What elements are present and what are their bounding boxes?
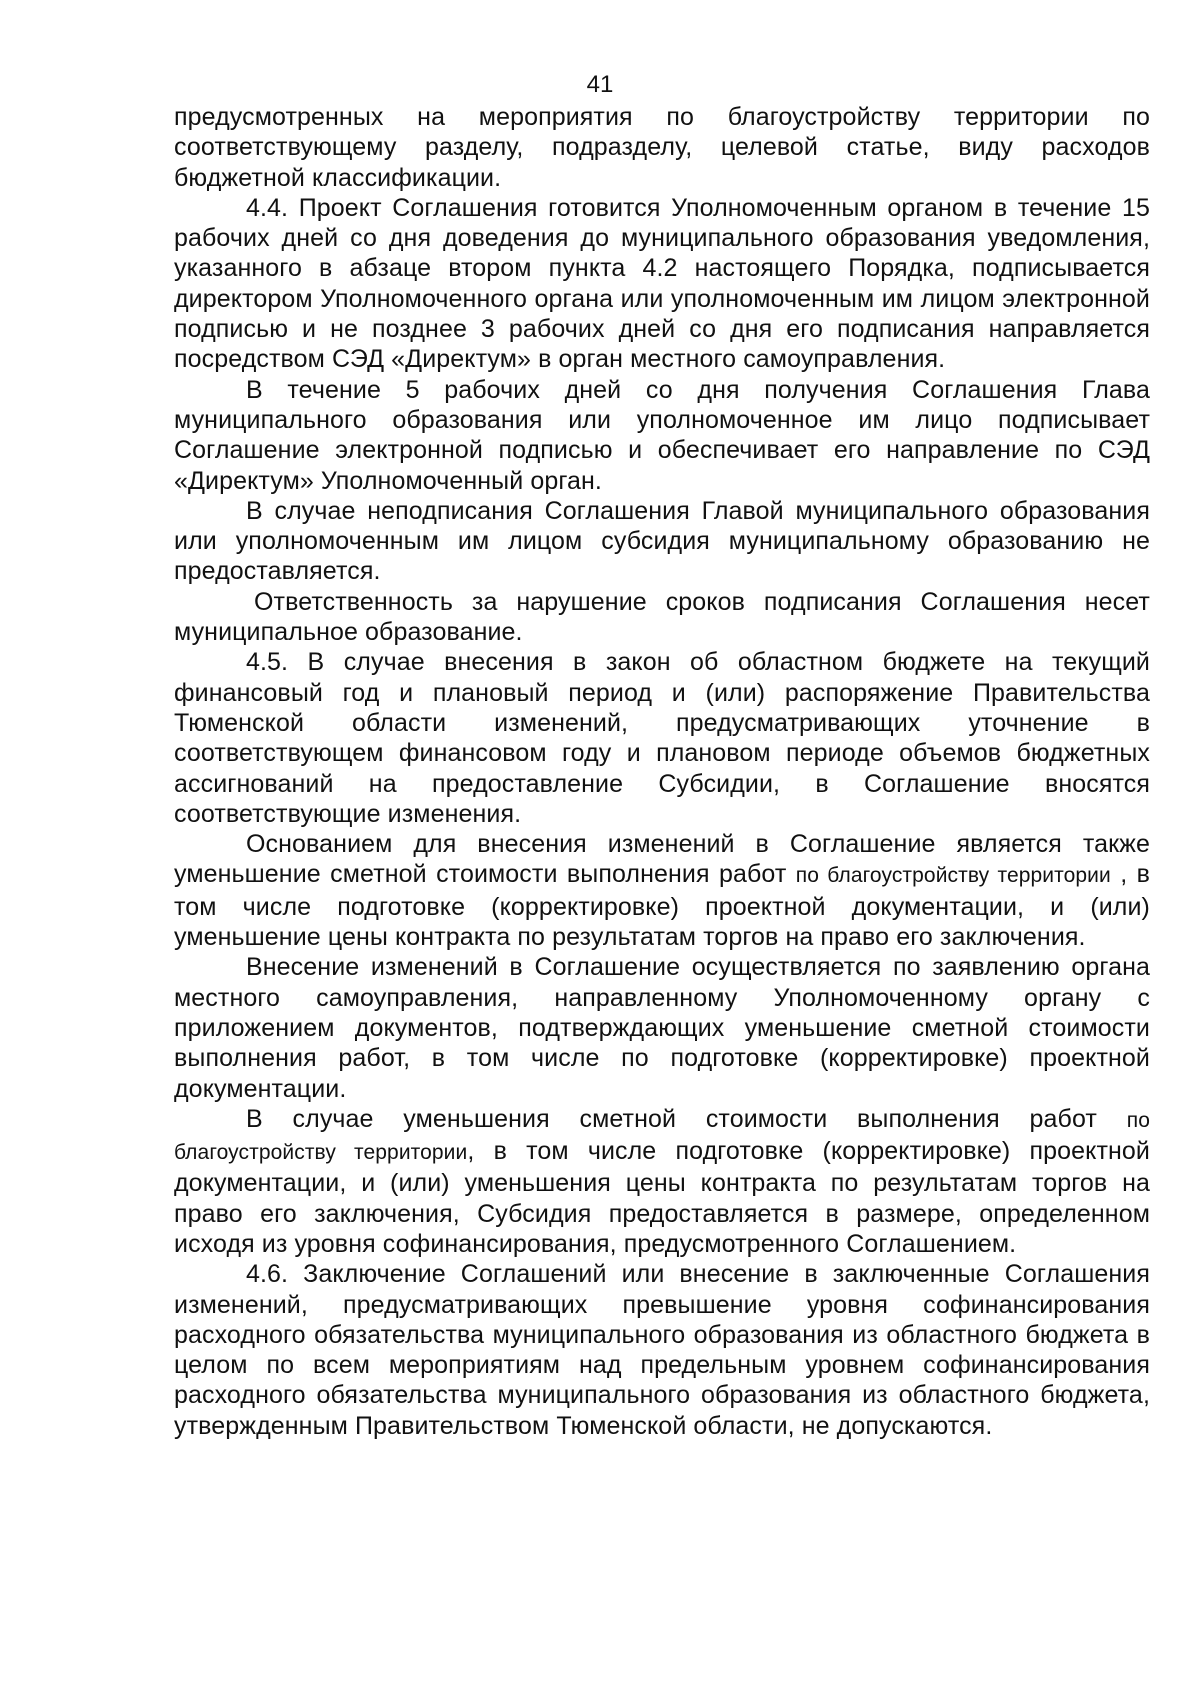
paragraph-signing-term: В течение 5 рабочих дней со дня получения Соглашения Глава муниципального образования или уполномоченное им лицо подписывает Соглашение электронной подписью и обеспечивает его направление по СЭД «Директум» Уполномоченный орган. xyxy=(174,375,1150,495)
document-body xyxy=(174,102,1150,1441)
paragraph-non-signing: В случае неподписания Соглашения Главой муниципального образования или уполномоченным им лицом субсидия муниципальному образованию не предоставляется. xyxy=(174,496,1150,586)
paragraph-4-5: 4.5. В случае внесения в закон об областном бюджете на текущий финансовый год и плановый период и (или) распоряжение Правительства Тюменской области изменений, предусматривающих уточнение в соответствующем финансовом году и плановом периоде объемов бюджетных ассигнований на предоставление Субсидии, в Соглашение вносятся соответствующие изменения. xyxy=(174,648,1150,828)
page-number: 41 xyxy=(586,71,614,98)
text-run-small: по благоустройству территории xyxy=(174,1108,1150,1165)
paragraph-4-4: 4.4. Проект Соглашения готовится Уполномоченным органом в течение 15 рабочих дней со дня доведения до муниципального образования уведомления, указанного в абзаце втором пункта 4.2 настоящего Порядка, подписывается директором Уполномоченного органа или уполномоченным им лицом электронной подписью и не позднее 3 рабочих дней со дня его подписания направляется посредством СЭД «Директум» в орган местного самоуправления. xyxy=(174,193,1150,374)
text-run-small: по благоустройству территории xyxy=(795,864,1111,888)
text-run: , в том числе подготовке (корректировке) проектной документации, и (или) уменьшения цены контракта по результатам торгов на право его заключения, Субсидия предоставляется в размере, определенном исходя из уровня софинансирования, предусмотренного Соглашением. xyxy=(174,1137,1150,1258)
text-run: , в том числе подготовке (корректировке) проектной документации, и (или) уменьшение цены контракта по результатам торгов на право его заключения. xyxy=(174,860,1150,952)
text-run: В случае уменьшения сметной стоимости выполнения работ xyxy=(246,1104,1127,1133)
paragraph-cost-reduction xyxy=(174,1104,1150,1259)
paragraph-continuation: предусмотренных на мероприятия по благоустройству территории по соответствующему разделу, подразделу, целевой статье, виду расходов бюджетной классификации. xyxy=(174,103,1150,192)
paragraph-grounds-for-change xyxy=(174,829,1150,952)
text-run: Основанием для внесения изменений в Соглашение является также уменьшение сметной стоимости выполнения работ xyxy=(174,830,1150,889)
paragraph-responsibility: Ответственность за нарушение сроков подписания Соглашения несет муниципальное образование. xyxy=(174,587,1150,647)
paragraph-4-6: 4.6. Заключение Соглашений или внесение в заключенные Соглашения изменений, предусматривающих превышение уровня софинансирования расходного обязательства муниципального образования из областного бюджета в целом по всем мероприятиям над предельным уровнем софинансирования расходного обязательства муниципального образования из областного бюджета, утвержденным Правительством Тюменской области, не допускаются. xyxy=(174,1260,1150,1440)
paragraph-change-procedure: Внесение изменений в Соглашение осуществляется по заявлению органа местного самоуправления, направленному Уполномоченному органу с приложением документов, подтверждающих уменьшение сметной стоимости выполнения работ, в том числе по подготовке (корректировке) проектной документации. xyxy=(174,953,1150,1103)
